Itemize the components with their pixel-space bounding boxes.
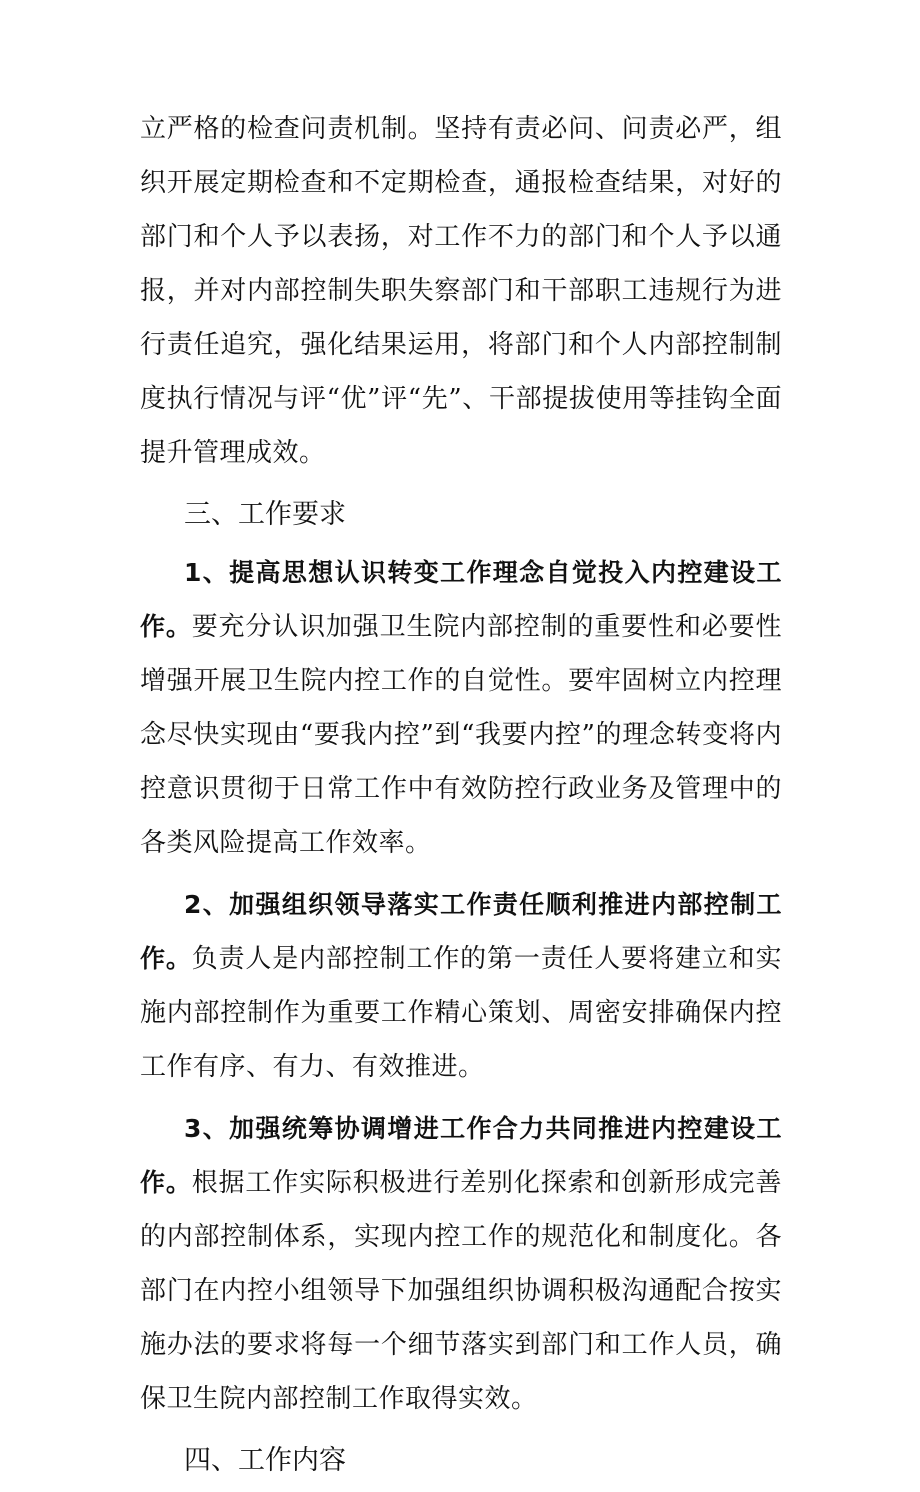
document-page — [140, 102, 782, 1492]
requirement-lead-2: 2、加强组织领导落实工作责任顺利推进内部控制工作。 — [140, 890, 782, 973]
requirement-item-3 — [140, 1102, 782, 1426]
requirement-item-1 — [140, 546, 782, 870]
requirement-lead-1: 1、提高思想认识转变工作理念自觉投入内控建设工作。 — [140, 558, 782, 641]
requirement-body-1: 要充分认识加强卫生院内部控制的重要性和必要性增强开展卫生院内控工作的自觉性。要牢固树立内控理念尽快实现由“要我内控”到“我要内控”的理念转变将内控意识贯彻于日常工作中有效防控行政业务及管理中的各类风险提高工作效率。 — [140, 612, 782, 858]
section-three-heading: 三、工作要求 — [184, 499, 346, 530]
intro-paragraph: 立严格的检查问责机制。坚持有责必问、问责必严，组织开展定期检查和不定期检查，通报检查结果，对好的部门和个人予以表扬，对工作不力的部门和个人予以通报，并对内部控制失职失察部门和干部职工违规行为进行责任追究，强化结果运用，将部门和个人内部控制制度执行情况与评“优”评“先”、干部提拔使用等挂钩全面提升管理成效。 — [140, 114, 782, 468]
requirement-body-3: 根据工作实际积极进行差别化探索和创新形成完善的内部控制体系，实现内控工作的规范化和制度化。各部门在内控小组领导下加强组织协调积极沟通配合按实施办法的要求将每一个细节落实到部门和工作人员，确保卫生院内部控制工作取得实效。 — [140, 1168, 782, 1414]
requirement-body-2: 负责人是内部控制工作的第一责任人要将建立和实施内部控制作为重要工作精心策划、周密安排确保内控工作有序、有力、有效推进。 — [140, 944, 782, 1082]
section-four-heading: 四、工作内容 — [184, 1445, 346, 1476]
requirement-lead-3: 3、加强统筹协调增进工作合力共同推进内控建设工作。 — [140, 1114, 782, 1197]
requirement-item-2 — [140, 878, 782, 1094]
